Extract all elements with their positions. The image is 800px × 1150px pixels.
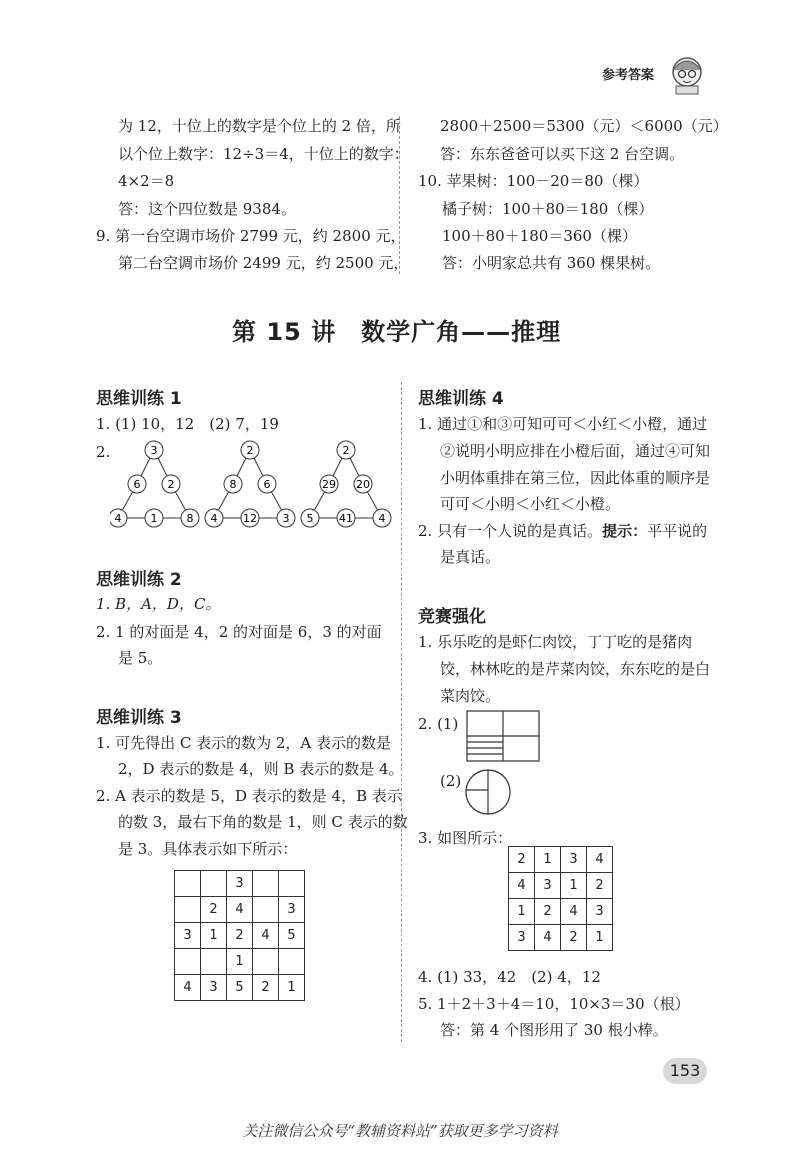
hint-label: 提示： (602, 522, 648, 540)
answer-line: 是真话。 (440, 548, 501, 566)
grid-cell: 1 (587, 925, 613, 951)
answer-line: 1. B，A，D，C。 (96, 595, 221, 613)
top-left-line: 为 12，十位上的数字是个位上的 2 倍，所 (118, 117, 401, 135)
grid-cell: 4 (227, 897, 253, 923)
grid-cell: 3 (509, 925, 535, 951)
page-number: 153 (663, 1058, 707, 1084)
grid-cell (279, 949, 305, 975)
grid-cell: 2 (253, 975, 279, 1001)
top-right-line: 橘子树：100＋80＝180（棵） (442, 200, 654, 218)
answer-line: 2. (96, 443, 111, 461)
grid-cell: 1 (535, 847, 561, 873)
triangle-node-value: 41 (339, 512, 353, 525)
triangle-node-value: 2 (167, 478, 175, 491)
triangle-node-value: 3 (282, 512, 290, 525)
grid-cell: 3 (587, 899, 613, 925)
answer-line: 可可＜小明＜小红＜小橙。 (440, 495, 621, 513)
grid-cell: 3 (227, 871, 253, 897)
top-left-line: 9. 第一台空调市场价 2799 元，约 2800 元， (96, 227, 406, 245)
triangle-node-value: 4 (114, 512, 122, 525)
answer-line: (2) (440, 772, 462, 790)
grid-cell: 2 (535, 899, 561, 925)
answer-line: 菜肉饺。 (440, 687, 501, 705)
section-heading: 思维训练 3 (96, 708, 182, 728)
top-right-line: 2800＋2500＝5300（元）＜6000（元） (440, 117, 728, 135)
grid-cell: 4 (175, 975, 201, 1001)
answer-line: 2，D 表示的数是 4，则 B 表示的数是 4。 (118, 760, 404, 778)
triangle-node-value: 20 (356, 478, 370, 491)
answer-text: 2. 只有一个人说的是真话。 (418, 522, 603, 540)
answer-line: 1. 可先得出 C 表示的数为 2，A 表示的数是 (96, 734, 392, 752)
grid-row (509, 925, 613, 951)
grid-cell: 1 (227, 949, 253, 975)
grid-cell: 3 (279, 897, 305, 923)
grid-cell (279, 871, 305, 897)
answer-line: 1. 通过①和③可知可可＜小红＜小橙，通过 (418, 415, 708, 433)
triangle-node-value: 8 (186, 512, 194, 525)
answer-line: 5. 1＋2＋3＋4＝10，10×3＝30（根） (418, 995, 690, 1013)
top-right-line: 10. 苹果树：100－20＝80（棵） (418, 172, 649, 190)
answer-line: 1. 乐乐吃的是虾仁肉饺，丁丁吃的是猪肉 (418, 633, 693, 651)
triangle-node-value: 3 (150, 444, 158, 457)
grid-row (175, 871, 305, 897)
grid-cell: 4 (535, 925, 561, 951)
mascot-girl-icon (664, 50, 710, 96)
answer-line: 是 3。具体表示如下所示： (118, 840, 298, 858)
number-grid-4x4 (508, 846, 613, 951)
triangle-node-value: 6 (263, 478, 271, 491)
triangle-node-value: 6 (133, 478, 141, 491)
triangle-puzzle (205, 441, 295, 527)
grid-cell: 3 (201, 975, 227, 1001)
grid-row (509, 899, 613, 925)
divided-circle-figure (464, 768, 512, 816)
grid-cell (201, 871, 227, 897)
answer-line: 2. A 表示的数是 5，D 表示的数是 4，B 表示 (96, 787, 402, 805)
top-right-line: 答：东东爸爸可以买下这 2 台空调。 (440, 145, 685, 163)
answer-line: 2. 1 的对面是 4，2 的对面是 6，3 的对面 (96, 623, 382, 641)
grid-row (175, 897, 305, 923)
triangle-node-value: 8 (229, 478, 237, 491)
grid-row (509, 873, 613, 899)
grid-cell (175, 871, 201, 897)
triangle-node-value: 4 (378, 512, 386, 525)
triangle-node-value: 2 (342, 444, 350, 457)
grid-cell: 4 (253, 923, 279, 949)
grid-cell: 1 (201, 923, 227, 949)
grid-cell: 3 (561, 847, 587, 873)
grid-cell: 2 (201, 897, 227, 923)
triangle-node-value: 29 (322, 478, 336, 491)
section-heading: 思维训练 1 (96, 389, 182, 409)
grid-cell: 5 (227, 975, 253, 1001)
answer-line: 饺，林林吃的是芹菜肉饺，东东吃的是白 (440, 660, 711, 678)
grid-cell: 2 (587, 873, 613, 899)
grid-row (509, 847, 613, 873)
column-divider (399, 116, 400, 274)
grid-cell (253, 949, 279, 975)
triangle-node-value: 2 (246, 444, 254, 457)
triangle-puzzles (110, 438, 400, 532)
top-left-line: 4×2＝8 (118, 172, 175, 190)
grid-cell (175, 949, 201, 975)
triangle-node-value: 1 (150, 512, 158, 525)
triangle-puzzle (110, 441, 199, 527)
triangle-node-value: 4 (210, 512, 218, 525)
section-heading: 竞赛强化 (418, 607, 486, 627)
grid-cell: 2 (509, 847, 535, 873)
footer-note: 关注微信公众号“教辅资料站”获取更多学习资料 (242, 1122, 558, 1140)
grid-cell: 4 (587, 847, 613, 873)
answer-line: 是 5。 (118, 649, 163, 667)
triangle-node-value: 12 (243, 512, 257, 525)
grid-cell: 5 (279, 923, 305, 949)
column-divider (401, 382, 402, 1042)
grid-cell: 1 (561, 873, 587, 899)
answer-line: ②说明小明应排在小橙后面，通过④可知 (440, 442, 711, 460)
number-grid-5x5 (174, 870, 305, 1001)
top-right-line: 答：小明家总共有 360 棵果树。 (442, 254, 661, 272)
answer-line: 小明体重排在第三位，因此体重的顺序是 (440, 469, 711, 487)
grid-cell: 1 (509, 899, 535, 925)
answer-text: 平平说的 (647, 522, 708, 540)
answer-line (418, 521, 707, 541)
answer-line: 4. (1) 33，42 (2) 4，12 (418, 968, 601, 986)
top-left-line: 以个位上数字：12÷3＝4，十位上的数字： (118, 145, 409, 163)
divided-rectangle-figure (466, 710, 540, 762)
grid-cell: 3 (535, 873, 561, 899)
grid-cell (253, 871, 279, 897)
grid-cell: 4 (509, 873, 535, 899)
grid-cell (201, 949, 227, 975)
grid-cell: 2 (227, 923, 253, 949)
top-right-line: 100＋80＋180＝360（棵） (442, 227, 637, 245)
grid-cell: 1 (279, 975, 305, 1001)
grid-row (175, 949, 305, 975)
answer-line: 1. (1) 10，12 (2) 7，19 (96, 415, 279, 433)
grid-row (175, 975, 305, 1001)
header-label: 参考答案 (602, 68, 655, 83)
grid-cell: 3 (175, 923, 201, 949)
grid-cell (175, 897, 201, 923)
lecture-title: 第 15 讲 数学广角——推理 (232, 318, 562, 346)
grid-cell: 4 (561, 899, 587, 925)
answer-line: 答：第 4 个图形用了 30 根小棒。 (440, 1021, 668, 1039)
answer-line: 3. 如图所示： (418, 829, 513, 847)
triangle-puzzle (301, 441, 391, 527)
triangle-node-value: 5 (306, 512, 314, 525)
top-left-line: 答：这个四位数是 9384。 (118, 200, 296, 218)
grid-cell: 2 (561, 925, 587, 951)
grid-cell (253, 897, 279, 923)
top-left-line: 第二台空调市场价 2499 元，约 2500 元， (118, 254, 409, 272)
answer-line: 2. (1) (418, 715, 459, 733)
section-heading: 思维训练 2 (96, 570, 182, 590)
answer-line: 的数 3，最右下角的数是 1，则 C 表示的数 (118, 813, 408, 831)
section-heading: 思维训练 4 (418, 389, 504, 409)
grid-row (175, 923, 305, 949)
